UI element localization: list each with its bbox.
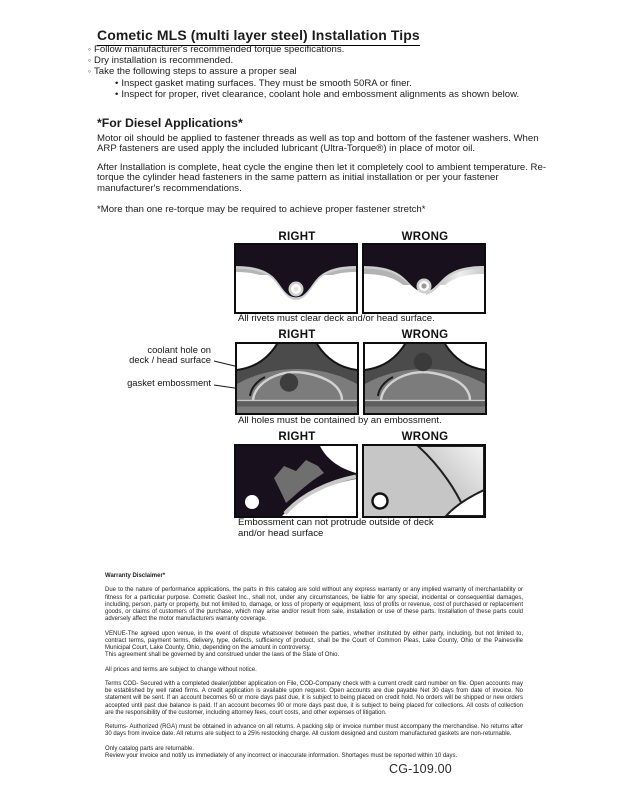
list-item-text: Follow manufacturer's recommended torque specifications.: [94, 44, 345, 55]
right-label: RIGHT: [278, 329, 316, 341]
warranty-disclaimer: [105, 573, 523, 760]
spacer: [105, 660, 523, 667]
diagram-deck-edge-right-art: [236, 446, 356, 516]
spacer: [105, 739, 523, 746]
retorque-note: *More than one re-torque may be required to achieve proper fastener stretch*: [97, 204, 426, 215]
open-bullet-icon: ◦: [88, 55, 92, 66]
diagram-deck-edge-wrong: [362, 444, 486, 518]
diagram-rivet-right-art: [236, 245, 356, 312]
list-item: [88, 66, 558, 77]
bullet-icon: •: [115, 88, 119, 100]
warranty-paragraph: This agreement shall be governed by and construed under the laws of the State of Ohio.: [105, 652, 340, 659]
warranty-paragraph: Terms COD- Secured with a completed dealer/jobber application on File, COD-Company check with a current credit card number on file. Open accounts may be established by well rated firms. A credit application is available upon request. Open accounts are due payable Net 30 days from date of invoice. No statement will be sent. If an account becomes 60 or more days past due, it is subject to being placed on credit hold. No orders will be shipped or new orders accepted until past due balance is paid. If an account becomes 90 or more days past due, it is subject to being placed for collections. All costs of collection are the responsibility of the customer, including attorney fees, court costs, and other expenses of litigation.: [105, 680, 523, 716]
diagram-rivet-wrong-art: [364, 245, 484, 312]
callout-gasket-embossment: gasket embossment: [127, 376, 211, 388]
wrong-label: WRONG: [401, 431, 449, 443]
list-item-text: Dry installation is recommended.: [94, 55, 234, 67]
pair1-caption: All rivets must clear deck and/or head surface.: [238, 313, 435, 324]
bolt-hole-icon: [373, 494, 388, 509]
warranty-paragraph: All prices and terms are subject to change without notice.: [105, 666, 257, 673]
warranty-paragraph: VENUE-The agreed upon venue, in the event of dispute whatsoever between the parties, whether instituted by either party, including, but not limited to, contract terms, payment terms, delivery, type, defects, sufficiency of product, shall be the Court of Common Pleas, Lake County, Ohio or the Painesville Municipal Court, Lake County, Ohio, depending on the amount in controversy.: [105, 630, 523, 651]
pair2-caption: All holes must be contained by an embossment.: [238, 415, 442, 426]
pair3-caption: [238, 517, 434, 539]
page-number: CG-109.00: [389, 762, 452, 776]
right-label: RIGHT: [278, 431, 316, 443]
diagram-embossment-wrong-art: [365, 344, 485, 413]
caption-line: Embossment can not protrude outside of deck: [238, 517, 434, 528]
list-item: [88, 78, 558, 89]
diagram-embossment-wrong: [363, 342, 487, 415]
tips-list: [88, 44, 558, 100]
diesel-paragraph-2: After Installation is complete, heat cycle the engine then let it completely cool to ambient temperature. Re-torque the cylinder head fasteners in the same pattern as initial installation or per your fastener manufacturer's recommendations.: [97, 162, 547, 194]
warranty-paragraph: Review your invoice and notify us immediately of any incorrect or inaccurate information. Shortages must be reported within 10 days.: [105, 752, 458, 759]
list-item-text: Inspect gasket mating surfaces. They must be smooth 50RA or finer.: [121, 77, 412, 89]
wrong-label: WRONG: [401, 329, 449, 341]
list-item-text: Inspect for proper, rivet clearance, coolant hole and embossment alignments as shown below.: [121, 88, 520, 100]
diagram-rivet-right: [234, 243, 358, 314]
open-bullet-icon: ◦: [88, 66, 92, 77]
right-label: RIGHT: [278, 231, 316, 243]
bullet-icon: •: [115, 77, 119, 89]
diesel-applications-heading: *For Diesel Applications*: [97, 116, 243, 130]
list-item: [88, 44, 558, 55]
diagram-deck-edge-wrong-art: [364, 446, 484, 516]
diagram-embossment-right: [235, 342, 359, 415]
bolt-hole-icon: [245, 495, 259, 509]
open-bullet-icon: ◦: [88, 44, 92, 54]
coolant-hole-icon: [280, 373, 298, 391]
callout-text: coolant hole on: [147, 344, 211, 355]
list-item-text: Take the following steps to assure a proper seal: [94, 66, 297, 78]
callout-text: deck / head surface: [129, 353, 211, 365]
warranty-paragraph: Only catalog parts are returnable.: [105, 745, 195, 752]
diagram-deck-edge-right: [234, 444, 358, 518]
list-item: [88, 55, 558, 66]
coolant-hole-icon: [414, 353, 432, 371]
list-item: [88, 89, 558, 100]
diagram-rivet-wrong: [362, 243, 486, 314]
warranty-paragraph: Due to the nature of performance applications, the parts in this catalog are sold without any express warranty or any implied warranty of merchantability or fitness for a particular purpose. Cometic Gasket Inc., shall not, under any circumstances, be liable for any special, incidental or consequential damages, including, person, party or property, but not limited to, damage, or loss of property or equipment, loss of profits or revenue, cost of purchased or replacement goods, or claims of customers of the purchase, which may arise and/or result from sale, installation or use of these parts. Installation of these parts could adversely affect the motor manufacturers warranty coverage.: [105, 587, 523, 623]
spacer: [105, 674, 523, 681]
diagram-embossment-right-art: [237, 344, 357, 413]
warranty-heading: Warranty Disclaimer*: [105, 573, 166, 579]
diesel-paragraph-1: Motor oil should be applied to fastener threads as well as top and bottom of the fastener washers. When ARP fasteners are used apply the included lubricant (Ultra-Torque®) in place of motor oil.: [97, 133, 539, 155]
page-title: Cometic MLS (multi layer steel) Installation Tips: [97, 27, 420, 46]
caption-line: and/or head surface: [238, 528, 324, 539]
wrong-label: WRONG: [401, 231, 449, 243]
warranty-paragraph: Returns- Authorized (RGA) must be obtained in advance on all returns. A packing slip or invoice number must accompany the merchandise. No returns after 30 days from invoice date. All returns are subject to a 25% restocking charge. All custom designed and custom manufactured gaskets are non-returnable.: [105, 724, 523, 738]
